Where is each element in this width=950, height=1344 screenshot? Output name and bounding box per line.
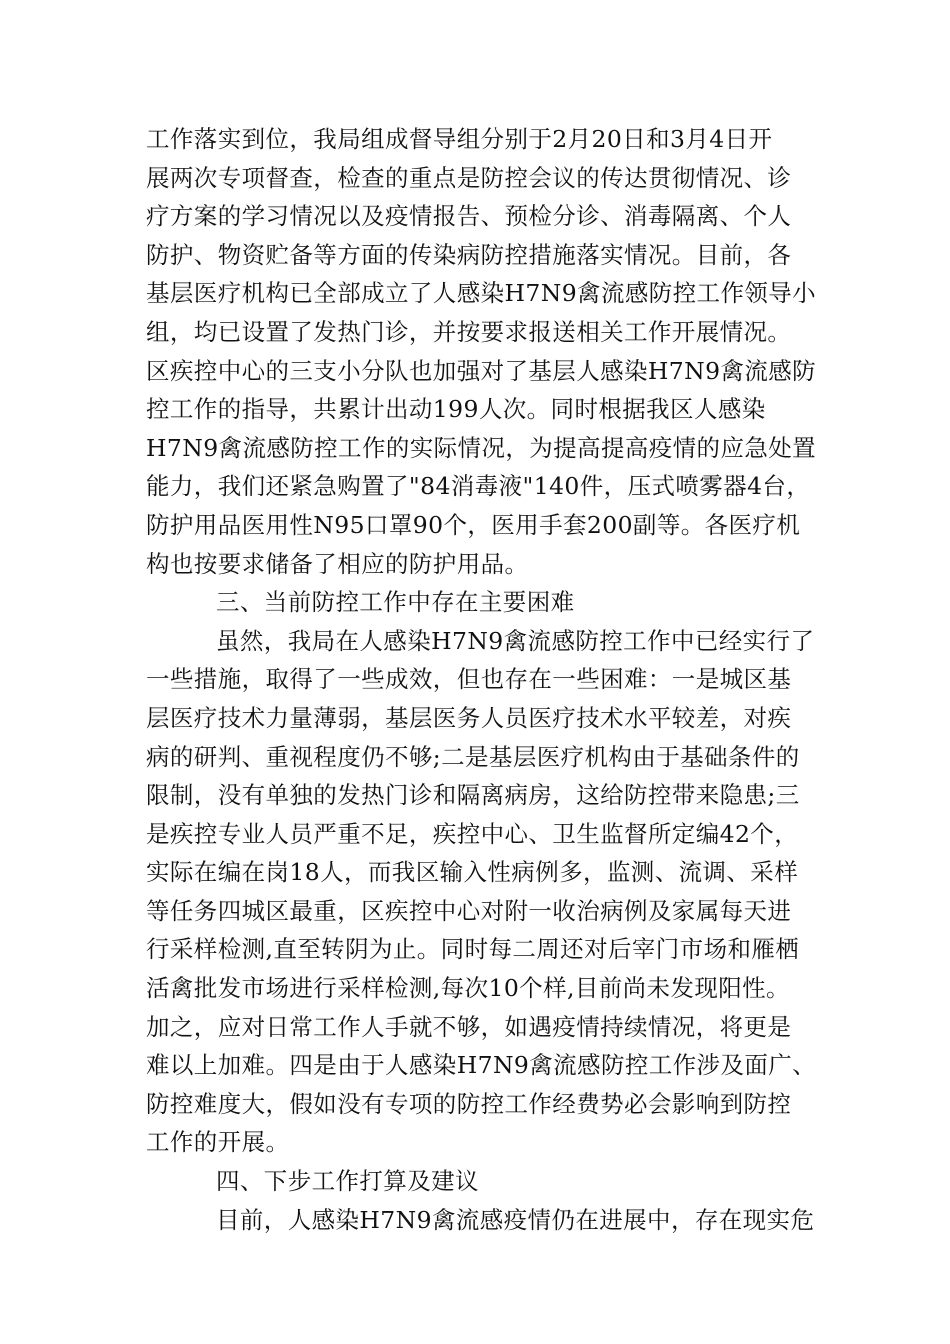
text-line: 组，均已设置了发热门诊，并按要求报送相关工作开展情况。	[146, 317, 792, 346]
text-line: 病的研判、重视程度仍不够;二是基层医疗机构由于基础条件的	[146, 742, 800, 771]
text-line: 虽然，我局在人感染H7N9禽流感防控工作中已经实行了	[216, 626, 815, 655]
text-line: 能力，我们还紧急购置了"84消毒液"140件，压式喷雾器4台，	[146, 472, 811, 501]
body-text	[146, 120, 817, 1239]
text-line: 构也按要求储备了相应的防护用品。	[146, 549, 529, 578]
text-line: 活禽批发市场进行采样检测,每次10个样,目前尚未发现阳性。	[146, 974, 790, 1003]
text-line: 一些措施，取得了一些成效，但也存在一些困难：一是城区基	[146, 665, 792, 694]
text-line: 加之，应对日常工作人手就不够，如遇疫情持续情况，将更是	[146, 1012, 792, 1041]
text-line: H7N9禽流感防控工作的实际情况，为提高提高疫情的应急处置	[146, 433, 817, 462]
text-line: 实际在编在岗18人，而我区输入性病例多，监测、流调、采样	[146, 858, 799, 887]
section-heading-4: 四、下步工作打算及建议	[216, 1167, 479, 1196]
text-line: 难以上加难。四是由于人感染H7N9禽流感防控工作涉及面广、	[146, 1051, 817, 1080]
text-line: 区疾控中心的三支小分队也加强对了基层人感染H7N9禽流感防	[146, 356, 817, 385]
text-line: 防护、物资贮备等方面的传染病防控措施落实情况。目前，各	[146, 240, 792, 269]
text-line: 是疾控专业人员严重不足，疾控中心、卫生监督所定编42个，	[146, 819, 799, 848]
text-line: 展两次专项督查，检查的重点是防控会议的传达贯彻情况、诊	[146, 163, 792, 192]
text-line: 控工作的指导，共累计出动199人次。同时根据我区人感染	[146, 395, 766, 424]
text-line: 基层医疗机构已全部成立了人感染H7N9禽流感防控工作领导小	[146, 279, 817, 308]
text-line: 工作落实到位，我局组成督导组分别于2月20日和3月4日开	[146, 125, 773, 153]
text-line: 限制，没有单独的发热门诊和隔离病房，这给防控带来隐患;三	[146, 781, 800, 810]
text-line: 防护用品医用性N95口罩90个，医用手套200副等。各医疗机	[146, 510, 801, 539]
text-line: 等任务四城区最重，区疾控中心对附一收治病例及家属每天进	[146, 896, 792, 925]
text-line: 目前，人感染H7N9禽流感疫情仍在进展中，存在现实危	[216, 1205, 815, 1234]
text-line: 疗方案的学习情况以及疫情报告、预检分诊、消毒隔离、个人	[146, 202, 792, 231]
section-heading-3: 三、当前防控工作中存在主要困难	[216, 588, 575, 617]
text-line: 行采样检测,直至转阴为止。同时每二周还对后宰门市场和雁栖	[146, 935, 800, 964]
text-line: 防控难度大，假如没有专项的防控工作经费势必会影响到防控	[146, 1089, 792, 1118]
text-line: 工作的开展。	[146, 1128, 290, 1157]
text-line: 层医疗技术力量薄弱，基层医务人员医疗技术水平较差，对疾	[146, 703, 792, 732]
